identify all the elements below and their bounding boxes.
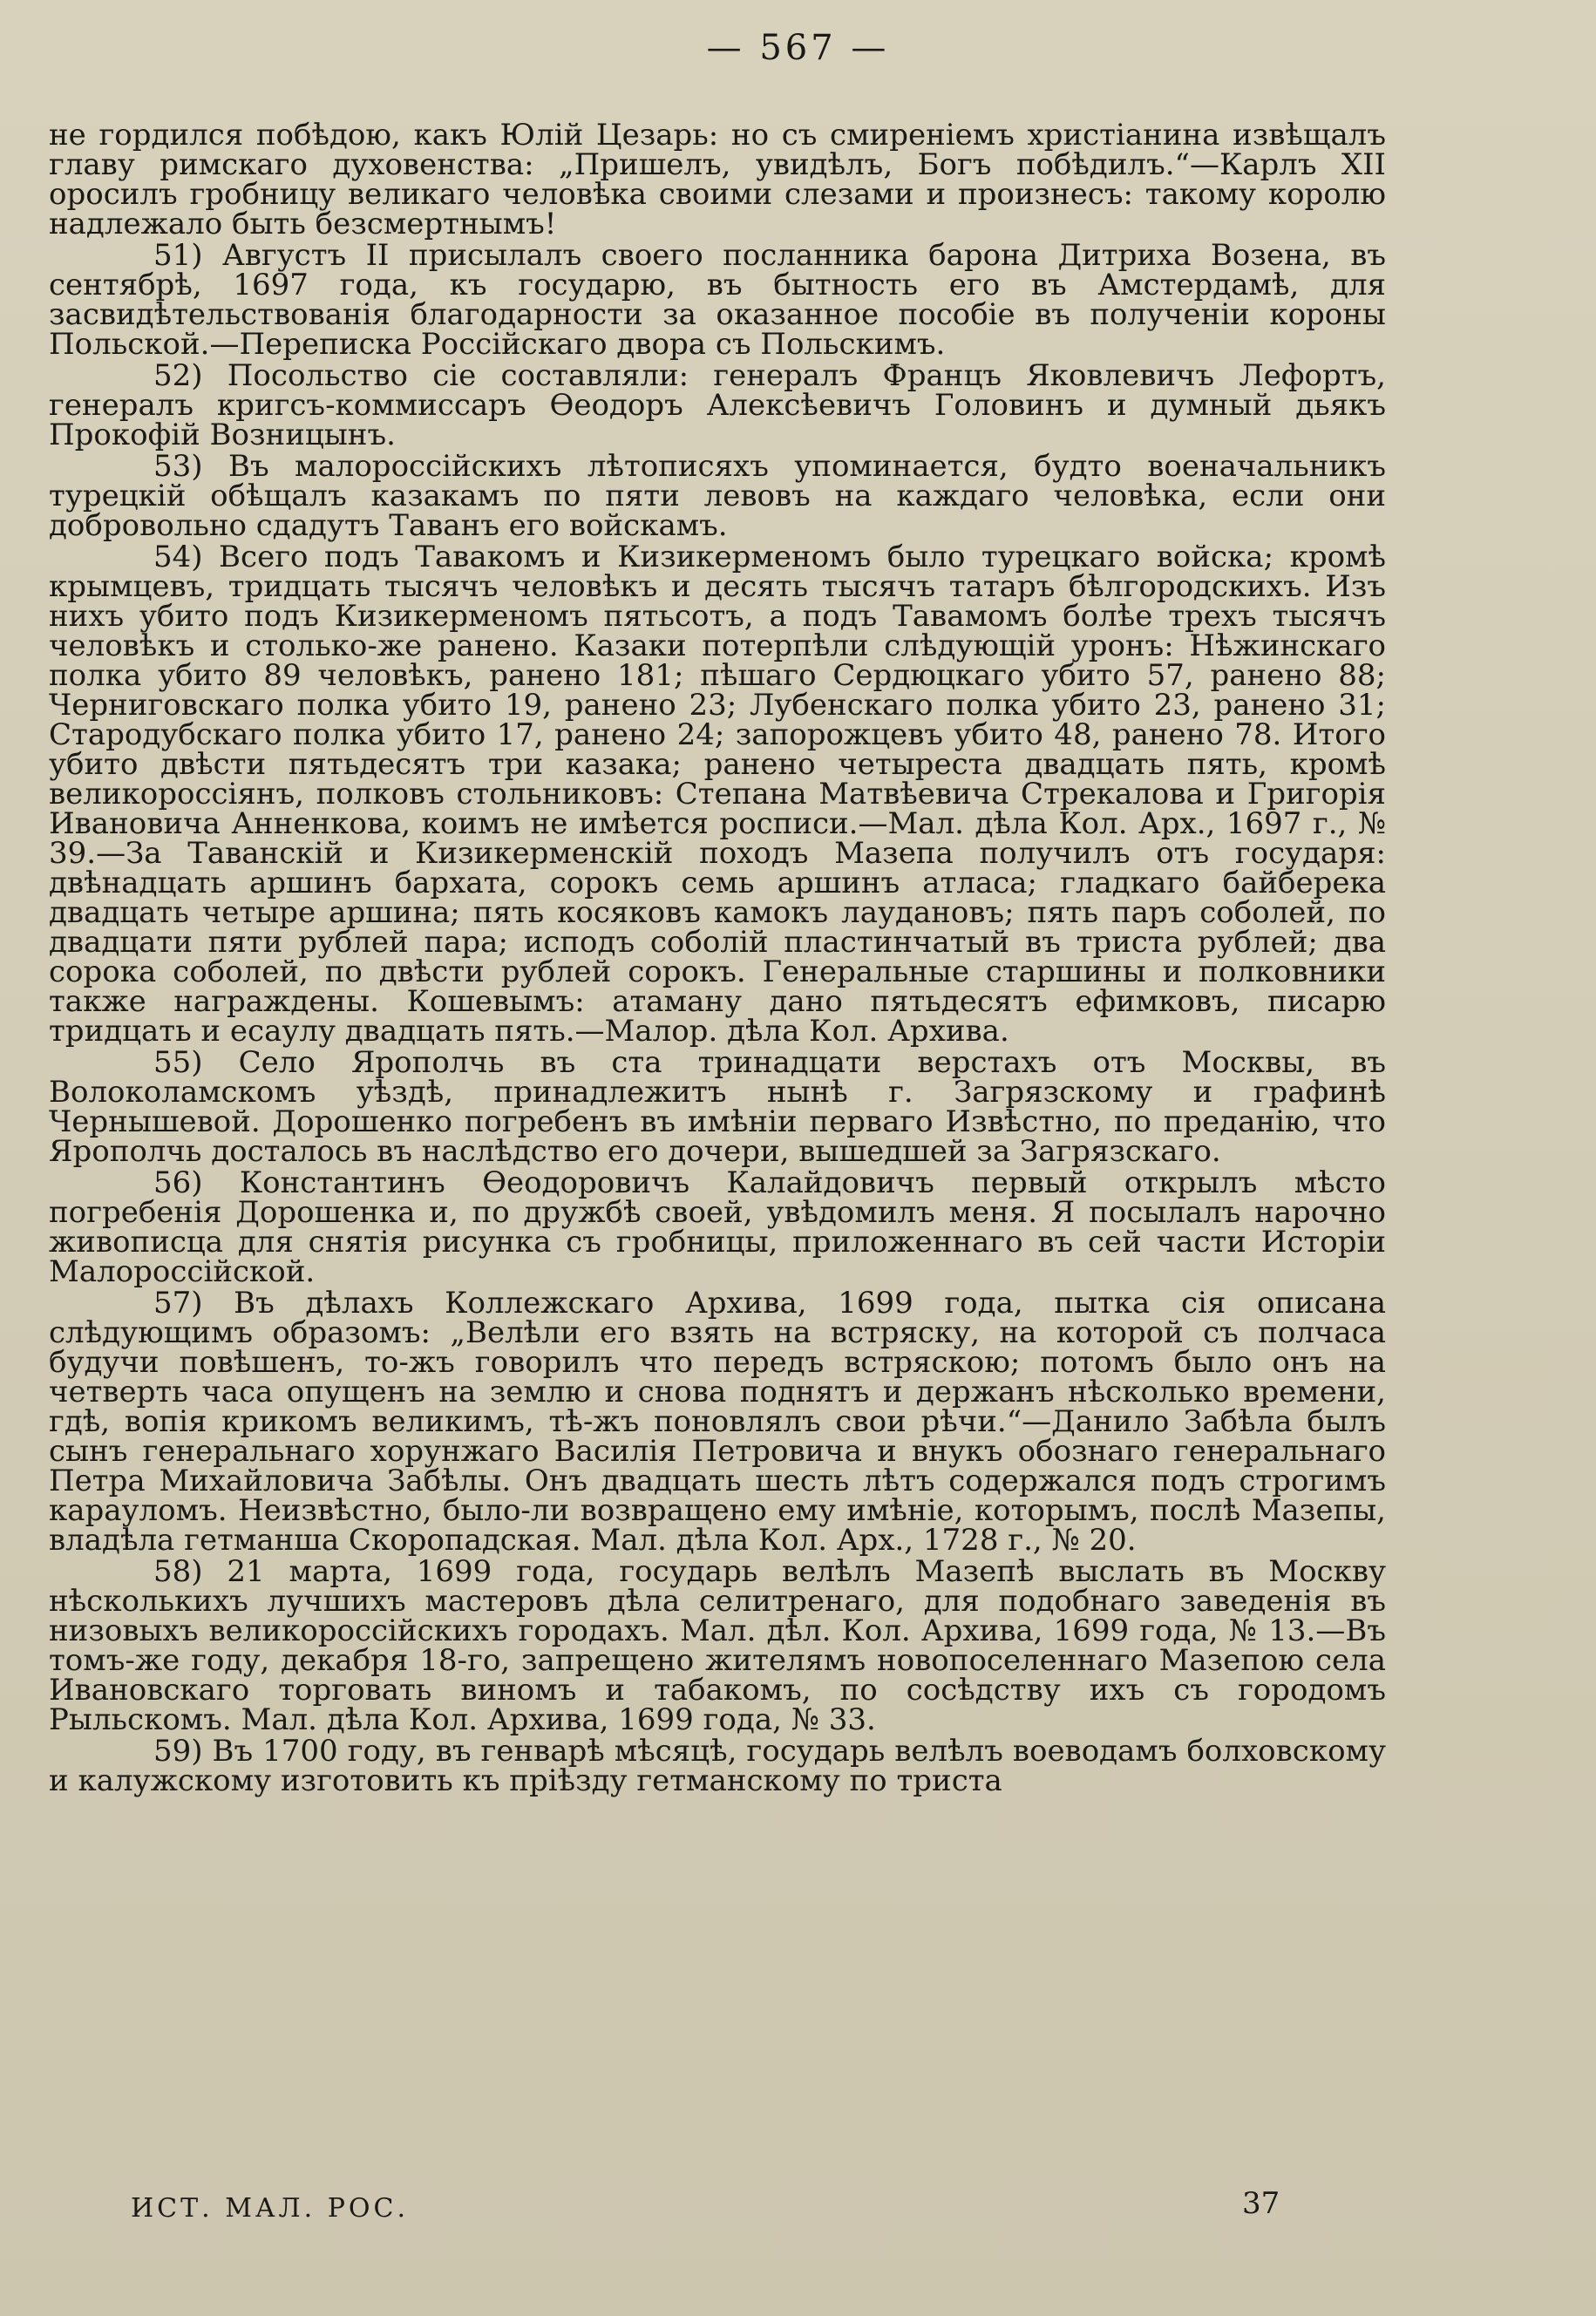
- note-53: 53) Въ малороссійскихъ лѣтописяхъ упоминается, будто военачальникъ турецкій обѣщалъ казакамъ по пяти левовъ на каждаго человѣка, если они добровольно сдадутъ Таванъ его войскамъ.: [49, 449, 1386, 543]
- signature-mark: ИСТ. МАЛ. РОС.: [131, 2193, 410, 2224]
- paragraph-continuation: не гордился побѣдою, какъ Юлій Цезарь: но съ смиреніемъ христіанина извѣщалъ главу римскаго духовенства: „Пришелъ, увидѣлъ, Богъ побѣдилъ.“—Карлъ XII оросилъ гробницу великаго человѣка своими слезами и произнесъ: такому королю надлежало быть безсмертнымъ!: [49, 118, 1386, 241]
- note-54: 54) Всего подъ Тавакомъ и Кизикерменомъ было турецкаго войска; кромѣ крымцевъ, тридцать тысячъ человѣкъ и десять тысячъ татаръ бѣлгородскихъ. Изъ нихъ убито подъ Кизикерменомъ пятьсотъ, а подъ Тавамомъ болѣе трехъ тысячъ человѣкъ и столько-же ранено. Казаки потерпѣли слѣдующій уронъ: Нѣжинскаго полка убито 89 человѣкъ, ранено 181; пѣшаго Сердюцкаго убито 57, ранено 88; Черниговскаго полка убито 19, ранено 23; Лубенскаго полка убито 23, ранено 31; Стародубскаго полка убито 17, ранено 24; запорожцевъ убито 48, ранено 78. Итого убито двѣсти пятьдесятъ три казака; ранено четыреста двадцать пять, кромѣ великороссіянъ, полковъ стольниковъ: Степана Матвѣевича Стрекалова и Григорія Ивановича Анненкова, коимъ не имѣется росписи.—Мал. дѣла Кол. Арх., 1697 г., № 39.—За Таванскій и Кизикерменскій походъ Мазепа получилъ отъ государя: двѣнадцать аршинъ бархата, сорокъ семь аршинъ атласа; гладкаго байберека двадцать четыре аршина; пять косяковъ камокъ лаудановъ; пять паръ соболей, по двадцати пяти рублей пара; исподъ соболій пластинчатый въ триста рублей; два сорока соболей, по двѣсти рублей сорокъ. Генеральные старшины и полковники также награждены. Кошевымъ: атаману дано пятьдесятъ ефимковъ, писарю тридцать и есаулу двадцать пять.—Малор. дѣла Кол. Архива.: [49, 540, 1386, 1049]
- body-text: [49, 120, 1386, 1796]
- note-51: 51) Августъ II присылалъ своего посланника барона Дитриха Возена, въ сентябрѣ, 1697 года, къ государю, въ бытность его въ Амстердамѣ, для засвидѣтельствованія благодарности за оказанное пособіе въ полученіи короны Польской.—Переписка Россійскаго двора съ Польскимъ.: [49, 238, 1386, 362]
- page-number: — 567 —: [706, 28, 890, 68]
- note-55: 55) Село Ярополчь въ ста тринадцати верстахъ отъ Москвы, въ Волоколамскомъ уѣздѣ, принадлежитъ нынѣ г. Загрязскому и графинѣ Чернышевой. Дорошенко погребенъ въ имѣніи перваго Извѣстно, по преданію, что Ярополчь досталось въ наслѣдство его дочери, вышедшей за Загрязскаго.: [49, 1045, 1386, 1169]
- note-58: 58) 21 марта, 1699 года, государь велѣлъ Мазепѣ выслать въ Москву нѣсколькихъ лучшихъ мастеровъ дѣла селитренаго, для подобнаго заведенія въ низовыхъ великороссійскихъ городахъ. Мал. дѣл. Кол. Архива, 1699 года, № 13.—Въ томъ-же году, декабря 18-го, запрещено жителямъ новопоселеннаго Мазепою села Ивановскаго торговать виномъ и табакомъ, по сосѣдству ихъ съ городомъ Рыльскомъ. Мал. дѣла Кол. Архива, 1699 года, № 33.: [49, 1554, 1386, 1737]
- note-57: 57) Въ дѣлахъ Коллежскаго Архива, 1699 года, пытка сія описана слѣдующимъ образомъ: „Велѣли его взять на встряску, на которой съ полчаса будучи повѣшенъ, то-жъ говорилъ что передъ встряскою; потомъ было онъ на четверть часа опущенъ на землю и снова поднятъ и держанъ нѣсколько времени, гдѣ, вопія крикомъ великимъ, тѣ-жъ поновлялъ свои рѣчи.“—Данило Забѣла былъ сынъ генеральнаго хорунжаго Василія Петровича и внукъ обознаго генеральнаго Петра Михайловича Забѣлы. Онъ двадцать шесть лѣтъ содержался подъ строгимъ карауломъ. Неизвѣстно, было-ли возвращено ему имѣніе, которымъ, послѣ Мазепы, владѣла гетманша Скоропадская. Мал. дѣла Кол. Арх., 1728 г., № 20.: [49, 1286, 1386, 1558]
- note-56: 56) Константинъ Ѳеодоровичъ Калайдовичъ первый открылъ мѣсто погребенія Дорошенка и, по дружбѣ своей, увѣдомилъ меня. Я посылалъ нарочно живописца для снятія рисунка съ гробницы, приложеннаго въ сей части Исторіи Малороссійской.: [49, 1165, 1386, 1289]
- note-52: 52) Посольство сіе составляли: генералъ Францъ Яковлевичъ Лефортъ, генералъ кригсъ-коммиссаръ Ѳеодоръ Алексѣевичъ Головинъ и думный дьякъ Прокофій Возницынъ.: [49, 358, 1386, 452]
- sheet-number: 37: [1242, 2186, 1280, 2221]
- note-59: 59) Въ 1700 году, въ генварѣ мѣсяцѣ, государь велѣлъ воеводамъ болховскому и калужскому изготовить къ пріѣзду гетманскому по триста: [49, 1734, 1386, 1798]
